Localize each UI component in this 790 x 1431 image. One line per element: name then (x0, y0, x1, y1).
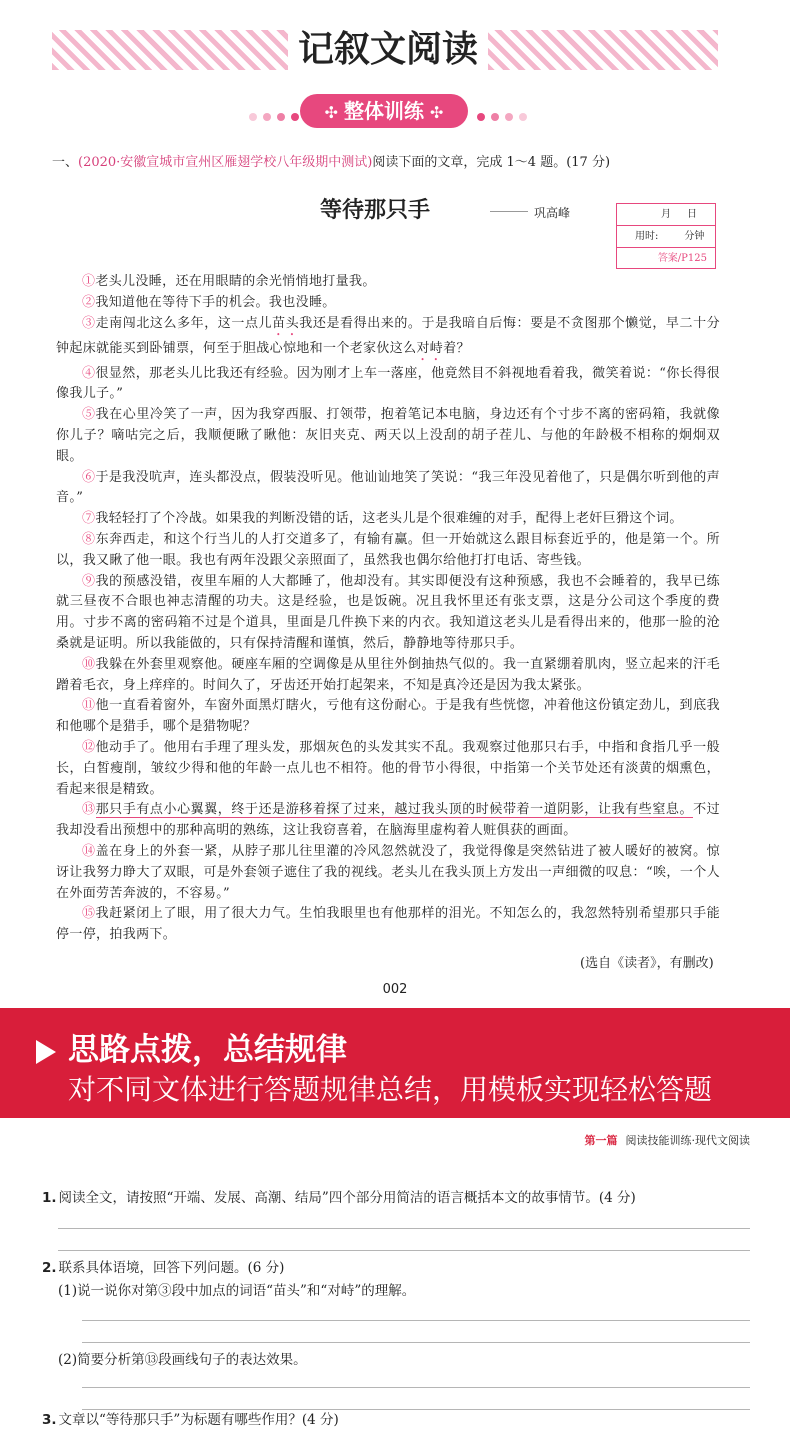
paragraph: ⑩我躲在外套里观察他。硬座车厢的空调像是从里往外倒抽热气似的。我一直紧绷着肌肉，竖立起来的汗毛蹭着毛衣，身上痒痒的。时间久了，牙齿还开始打起架来，不知是真冷还是因为我太紧张。 (56, 656, 720, 693)
subtitle-text: 整体训练 (344, 99, 424, 123)
paragraph: ④很显然，那老头儿比我还有经验。因为刚才上车一落座，他竟然目不斜视地看着我，微笑着说：“你长得很像我儿子。” (56, 365, 720, 402)
day-label: 日 (687, 209, 697, 220)
decorative-dots-right (474, 106, 530, 125)
time-record-box (616, 203, 716, 269)
question-1: 1. 阅读全文，请按照“开端、发展、高潮、结局”四个部分用简洁的语言概括本文的故事情节。(4 分) (42, 1190, 636, 1206)
dotted-word-duizhi: 对峙 (416, 340, 444, 356)
article-body (56, 272, 720, 946)
author-leader-line (490, 211, 528, 212)
paragraph: ⑭盖在身上的外套一紧，从脖子那儿往里灌的冷风忽然就没了，我觉得像是突然钻进了被人暖好的被窝。惊讶让我努力睁大了双眼，可是外套领子遮住了我的视线。老头儿在我头顶上方发出一声细微的叹息：“唉，一个人在外面劳苦奔波的，不容易。” (56, 843, 720, 901)
paragraph: ②我知道他在等待下手的机会。我也没睡。 (82, 294, 336, 310)
paragraph: ⑨我的预感没错，夜里车厢的人大都睡了，他却没有。其实即便没有这种预感，我也不会睡着的，我早已练就三昼夜不合眼也神志清醒的功夫。这是经验，也是饭碗。况且我怀里还有张支票，这是分公司这个季度的费用。寸步不离的密码箱不过是个道具，里面是几件换下来的内衣。我知道这老头儿是看得出来的，他那一脸的沧桑就是证明。所以我能做的，只有保持清醒和谨慎，然后，静静地等待那只手。 (56, 573, 720, 651)
sparkle-icon: ✣ (430, 103, 444, 122)
section-label: 阅读技能训练·现代文阅读 (625, 1134, 750, 1147)
article-title: 等待那只手 (320, 197, 431, 223)
underlined-sentence: 那只手有点小心翼翼，终于还是游移着探了过来，越过我头顶的时候带着一道阴影，让我有些窒息。 (95, 802, 694, 818)
answer-line[interactable] (82, 1320, 750, 1321)
answer-line[interactable] (58, 1228, 750, 1229)
time-label: 用时: (635, 231, 659, 242)
question-2: 2. 联系具体语境，回答下列问题。(6 分) (42, 1260, 285, 1276)
answer-line[interactable] (82, 1342, 750, 1343)
question-2-part-1: (1)说一说你对第③段中加点的词语“苗头”和“对峙”的理解。 (58, 1283, 416, 1299)
paragraph: ⑬那只手有点小心翼翼，终于还是游移着探了过来，越过我头顶的时候带着一道阴影，让我有些窒息。不过我却没看出预想中的那种高明的熟练，这让我窃喜着，在脑海里虚构着人赃俱获的画面。 (56, 802, 721, 839)
question-2-part-2: (2)简要分析第⑬段画线句子的表达效果。 (58, 1352, 307, 1368)
paragraph: ⑤我在心里冷笑了一声，因为我穿西服、打领带，抱着笔记本电脑，身边还有个寸步不离的密码箱，我就像你儿子？嘀咕完之后，我顺便瞅了瞅他：灰旧夹克、两天以上没刮的胡子茬儿、与他的年龄极不相称的炯炯双眼。 (56, 407, 720, 464)
part-header (0, 1132, 750, 1148)
play-triangle-icon (36, 1040, 56, 1064)
paragraph: ③走南闯北这么多年，这一点儿苗头我还是看得出来的。于是我暗自后悔：要是不贪图那个懒觉，早二十分钟起床就能买到卧铺票，何至于胆战心惊地和一个老家伙这么对峙着？ (56, 315, 721, 356)
subtitle-badge (300, 94, 468, 128)
subtitle-row (0, 92, 790, 132)
month-label: 月 (661, 209, 671, 220)
paragraph: ⑮我赶紧闭上了眼，用了很大力气。生怕我眼里也有他那样的泪光。不知怎么的，我忽然特别希望那只手能停一停，拍我两下。 (56, 906, 720, 943)
paragraph: ⑥于是我没吭声，连头都没点，假装没听见。他讪讪地笑了笑说：“我三年没见着他了，只是偶尔听到他的声音。” (56, 469, 720, 506)
intro-source: (2020·安徽宣城市宣州区雁翅学校八年级期中测试) (78, 155, 373, 170)
article-attribution: (选自《读者》，有删改) (580, 956, 714, 971)
part-label: 第一篇 (584, 1134, 618, 1147)
intro-text: 阅读下面的文章，完成 1～4 题。(17 分) (372, 155, 611, 170)
answer-line[interactable] (82, 1387, 750, 1388)
page-number: 002 (382, 982, 408, 997)
banner-subline: 对不同文体进行答题规律总结，用模板实现轻松答题 (68, 1073, 713, 1106)
answer-ref: 答案/P125 (657, 253, 707, 264)
article-author: 巩高峰 (534, 206, 571, 220)
minutes-label: 分钟 (684, 231, 705, 242)
paragraph: ⑦我轻轻打了个冷战。如果我的判断没错的话，这老头儿是个很难缠的对手，配得上老奸巨猾这个词。 (82, 511, 683, 527)
page-title: 记叙文阅读 (288, 24, 488, 76)
banner-headline: 思路点拨，总结规律 (68, 1032, 347, 1068)
answer-line[interactable] (58, 1250, 750, 1251)
question-3: 3. 文章以“等待那只手”为标题有哪些作用？(4 分) (42, 1412, 339, 1428)
paragraph: ⑫他动手了。他用右手理了理头发，那烟灰色的头发其实不乱。我观察过他那只右手，中指和食指几乎一般长，白皙瘦削，皱纹少得和他的年龄一点儿也不相符。他的骨节小得很，中指第一个关节处还有淡黄的烟熏色，看起来很是精致。 (56, 739, 720, 797)
question-intro (52, 154, 752, 172)
decorative-dots-left (246, 106, 302, 125)
promo-banner (0, 1008, 790, 1118)
paragraph: ⑧东奔西走，和这个行当儿的人打交道多了，有输有赢。但一开始就这么跟目标套近乎的，他是第一个。所以，我又瞅了他一眼。我也有两年没跟父亲照面了，虽然我也偶尔给他打打电话、寄些钱。 (56, 531, 720, 568)
paragraph: ①老头儿没睡，还在用眼睛的余光悄悄地打量我。 (82, 274, 376, 289)
sparkle-icon: ✣ (324, 103, 338, 122)
dotted-word-miaotou: 苗头 (272, 315, 300, 331)
intro-prefix: 一、 (52, 155, 79, 170)
paragraph: ⑪他一直看着窗外，车窗外面黑灯瞎火，亏他有这份耐心。于是我有些恍惚，冲着他这份镇定劲儿，到底我和他哪个是猎手，哪个是猎物呢？ (56, 698, 720, 735)
